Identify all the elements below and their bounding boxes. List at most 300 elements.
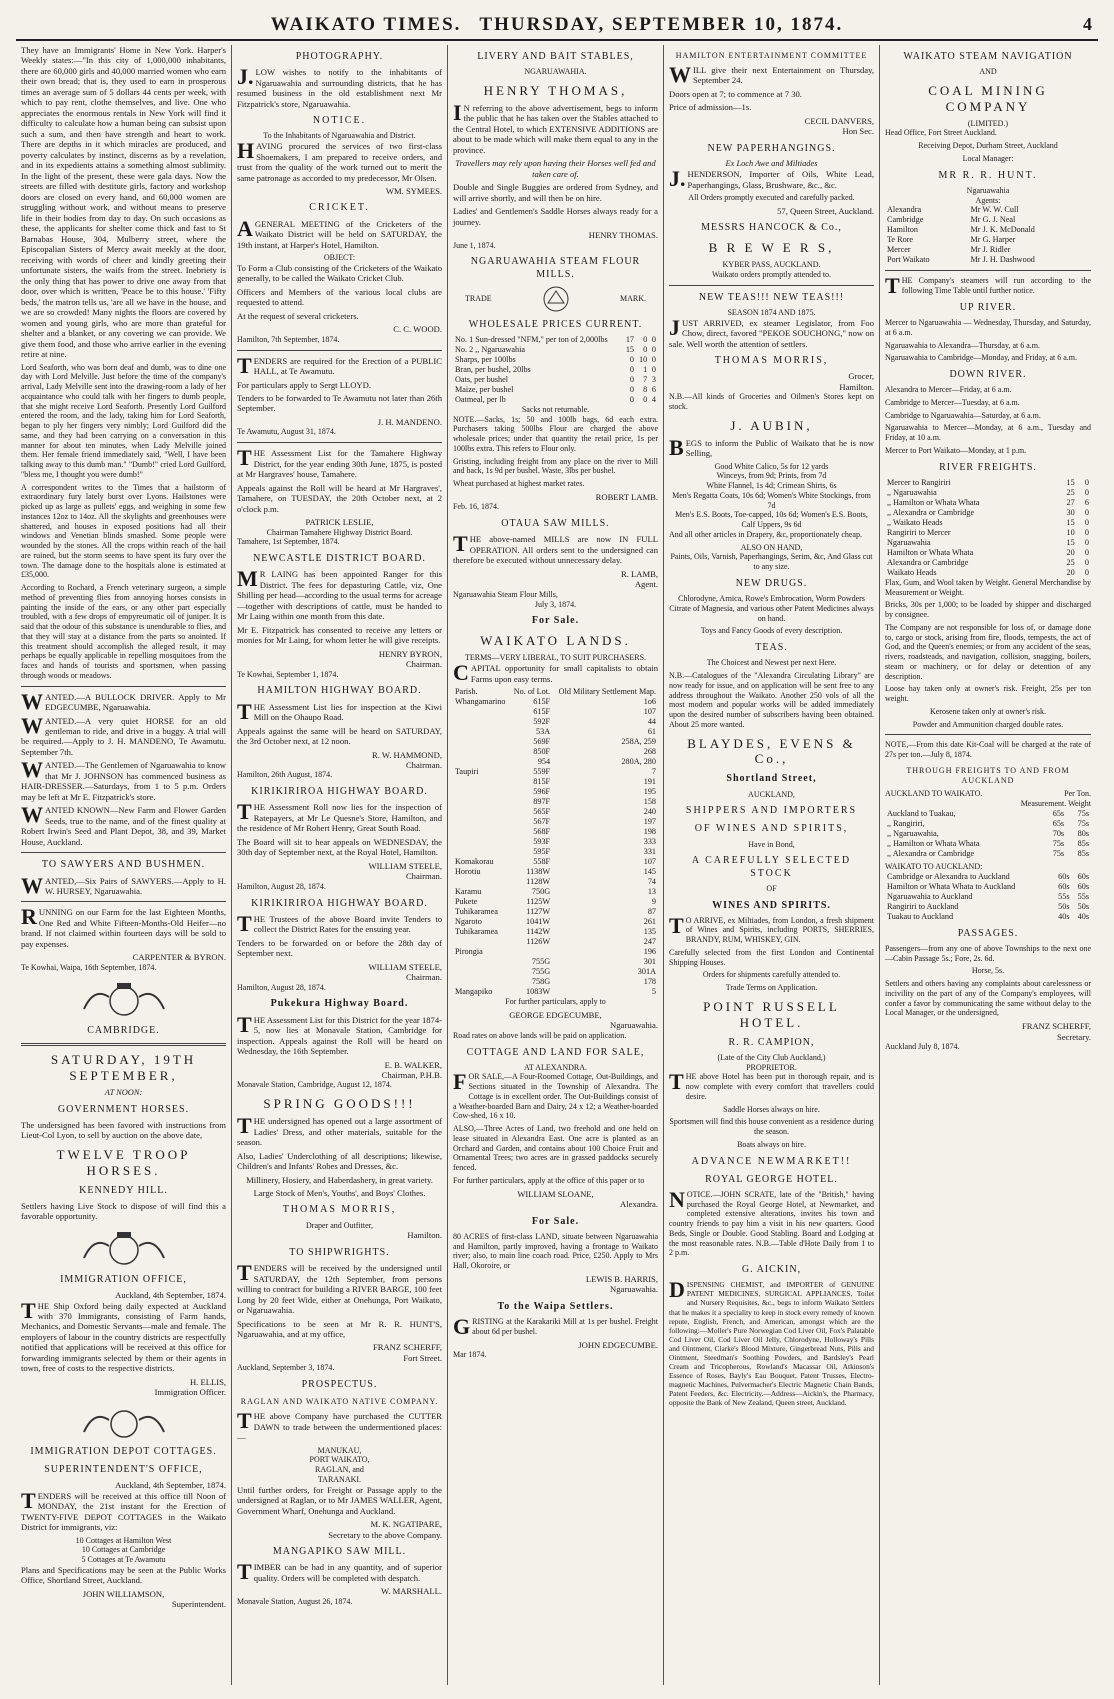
lands-row	[453, 837, 658, 847]
livery-place: NGARUAWAHIA.	[524, 67, 587, 77]
table-cell: Pirongia	[455, 947, 483, 957]
lands-row	[453, 857, 658, 867]
signature: J. H. MANDENO.	[377, 416, 442, 427]
column-1	[16, 45, 232, 1685]
signature: PATRICK LESLIE,	[305, 517, 374, 528]
text-80-acres: 80 ACRES of first-class LAND, situate between Ngaruawahia and Hamilton, partly improved, having a frontage to Waikato river; also, to main line coach road. Price, £250. Apply to Mrs Hall, Okoroire, or	[453, 1231, 658, 1271]
text-brewers: Waikato orders promptly attended to.	[711, 270, 832, 280]
table-cell: Sharps, per 100lbs	[455, 354, 516, 364]
table-cell: 53A	[536, 727, 551, 737]
table-cell: 10	[1066, 527, 1075, 537]
heading-waikato-lands: WAIKATO LANDS.	[480, 633, 631, 649]
divider	[237, 442, 442, 443]
signature-title: Chairman Tamahere Highway District Board.	[266, 527, 413, 537]
table-cell: 15	[1066, 537, 1075, 547]
table-cell: 195	[643, 787, 656, 797]
heading-up-river: UP RIVER.	[959, 301, 1017, 313]
table-cell: Waikato Heads	[887, 567, 937, 577]
lands-row	[453, 847, 658, 857]
dateline: Auckland July 8, 1874.	[885, 1042, 960, 1052]
text-shipwrights2: Specifications to be seen at Mr R. R. HUNT'S, Ngaruawahia, and at my office,	[237, 1318, 442, 1339]
table-cell: 9	[651, 897, 656, 907]
table-cell	[453, 717, 510, 727]
agent-row	[885, 225, 1091, 235]
dateline: Te Kowhai, Waipa, 16th September, 1874.	[21, 962, 157, 972]
table-cell: 0	[629, 384, 635, 394]
text-photography: J.LOW wishes to notify to the inhabitants of Ngaruawahia and surrounding districts, that he has resumed business in the old establishment next Mr Fitzpatrick's store, Ngaruawahia.	[237, 64, 442, 109]
table-cell: Ngaroto	[455, 917, 482, 927]
text-raglan2: Until further orders, for Freight or Passage apply to the undersigned at Raglan, or to Mr JAMES WALLER, Agent, Government Wharf, Onehunga and Auckland.	[237, 1484, 442, 1516]
lands-row	[453, 777, 658, 787]
signature-title: Chairman.	[405, 972, 442, 983]
table-cell: Mr J. Ridler	[970, 245, 1011, 255]
label-waikato-to-auckland: WAIKATO TO AUCKLAND:	[885, 861, 983, 871]
lands-row	[453, 747, 658, 757]
signature-thomas-morris: THOMAS MORRIS,	[714, 355, 829, 367]
table-cell: 15	[1066, 477, 1075, 487]
signature-title: Fort Street.	[403, 1352, 442, 1363]
freight-row	[885, 558, 1091, 568]
heading-entertainment: HAMILTON ENTERTAINMENT COMMITTEE	[675, 51, 868, 60]
table-cell	[453, 817, 510, 827]
agents-table	[885, 205, 1091, 265]
dateline: Te Awamutu, August 31, 1874.	[237, 427, 336, 437]
table-cell: ,, Alexandra or Cambridge	[887, 507, 975, 517]
table-cell	[453, 937, 510, 947]
signature: JOHN EDGECUMBE.	[578, 1339, 658, 1350]
label-object: OBJECT:	[323, 253, 356, 263]
royal-crest-icon	[49, 1404, 199, 1440]
text-drugs: Chlorodyne, Arnica, Rowe's Embrocation, Worm Powders Citrate of Magnesia, and various other Patent Medicines always on hand.	[669, 594, 874, 623]
lands-row	[453, 757, 658, 767]
table-cell: 897F	[533, 797, 551, 807]
text-aubin2: And all other articles in Drapery, &c, proportionately cheap.	[669, 529, 862, 539]
dateline: Hamilton, 26th August, 1874.	[237, 770, 333, 780]
column-2	[232, 45, 448, 1685]
table-cell: 107	[643, 707, 656, 717]
lands-row	[453, 957, 658, 967]
table-cell: Karamu	[455, 887, 482, 897]
lands-row	[453, 727, 658, 737]
text-tamahere: THE Assessment List for the Tamahere Highway District, for the year ending 30th June, 1875, is posted at Mr Hargraves' house, Tamahere.	[237, 445, 442, 480]
signature: CECIL DANVERS,	[804, 115, 874, 126]
subheading-also-on-hand: ALSO ON HAND,	[740, 542, 803, 552]
list-item: White Flannel, 1s 4d; Crimean Shirts, 6s	[706, 481, 837, 491]
table-cell: 158	[643, 797, 656, 807]
table-cell: Bran, per bushel, 20lbs	[455, 364, 531, 374]
table-cell: 85s	[1077, 848, 1089, 858]
text-library: N.B.—Catalogues of the "Alexandra Circulating Library" are now ready for issue, and on application will be sent free to any address throughout the Waikato. Another 250 vols of all the most modern and popular works will be added immediately upon the desired number of subscribers having been obtained. About 25 more wanted.	[669, 671, 874, 729]
table-cell: ,, Hamilton or Whata Whata	[887, 497, 980, 507]
signature-title: Ngaruawahia.	[610, 1284, 658, 1295]
signature-title: Hon Sec.	[842, 126, 874, 137]
heading-royal-george: ROYAL GEORGE HOTEL.	[705, 1173, 838, 1185]
table-cell: 0	[629, 364, 635, 374]
ad-hairdresser: WANTED.—The Gentlemen of Ngaruawahia to know that Mr J. JOHNSON has commenced business as HAIR-DRESSER.—Saturdays, from 1 to 5 p.m. Orders may be left at Mr E. Fitzpatrick's store.	[21, 757, 226, 802]
table-cell	[453, 807, 510, 817]
text-royal-george: NOTICE.—JOHN SCRATE, late of the "British," having purchased the Royal George Hotel, at Newmarket, and completed extensive alterations, invites his town and country friends to pay him a visit in his new quarters. Good Beds, Single or Double. Good Stabling. Board and Lodging at the most reasonable rates. N.B.—Table d'Hote Daily from 1 to 2 p.m.	[669, 1186, 874, 1258]
text-paints: Paints, Oils, Varnish, Paperhangings, Serim, &c, And Glass cut to any size.	[670, 552, 873, 572]
signature: WILLIAM STEELE,	[368, 961, 442, 972]
text-spring-goods3: Millinery, Hosiery, and Haberdashery, in great variety.	[246, 1174, 433, 1185]
list-item: Men's E.S. Boots, Toe-capped, 10s 6d; Women's E.S. Boots, Calf Uppers, 9s 6d	[675, 510, 868, 530]
divider	[885, 734, 1091, 735]
text-teas2: The Choicest and Newest per next Here.	[706, 658, 837, 668]
text-shoemakers: HAVING procured the services of two first-class Shoemakers, I am prepared to receive orders, and trust from the quality of the work turned out to merit the same patronage as accorded to my predecessor, Mr Olsen.	[237, 138, 442, 183]
table-cell: 20	[1066, 567, 1075, 577]
text-entertainment3: Price of admission—1s.	[669, 102, 752, 113]
table-cell: Alexandra	[887, 205, 922, 215]
signature: HENRY THOMAS.	[588, 230, 658, 241]
list-item: 10 Cottages at Hamilton West	[75, 1535, 172, 1545]
notice-to: To the Inhabitants of Ngaruawahia and District.	[263, 131, 416, 141]
dateline: Mar 1874.	[453, 1349, 487, 1359]
text-teas: JUST ARRIVED, ex steamer Legislator, from Foo Chow, direct, favored "PEKOE SOUCHONG," now on sale. Well worth the attention of settlers.	[669, 314, 874, 349]
text-livery: IN referring to the above advertisement, begs to inform the public that he has taken over the Stables attached to the Central Hotel, to which EXTENSIVE ADDITIONS are about to be made which will make them equal to any in the province.	[453, 99, 658, 155]
prices-table	[453, 335, 658, 405]
table-cell	[453, 837, 510, 847]
text-cricket: AGENERAL MEETING of the Cricketers of the Waikato District will be held on SATURDAY, the 19th instant, at Harper's Hotel, Hamilton.	[237, 215, 442, 250]
table-cell: 40s	[1077, 911, 1089, 921]
through-row	[885, 849, 1091, 859]
label-per-ton: Per Ton.	[1064, 789, 1091, 799]
agent-row	[885, 255, 1091, 265]
heading-manager: MR R. R. HUNT.	[938, 169, 1038, 181]
list-item: Men's Regatta Coats, 10s 6d; Women's White Stockings, from 7d	[672, 490, 871, 510]
table-cell: 258A, 259	[621, 737, 656, 747]
heading-flour-mills: NGARUAWAHIA STEAM FLOUR MILLS.	[470, 256, 641, 280]
table-cell: 301	[643, 957, 656, 967]
ad-quiet-horse: WANTED.—A very quiet HORSE for an old gentleman to ride, and drive in a buggy. A trial will be required.—Apply to J. H. MANDENO, Te Awamutu. September 7th.	[21, 712, 226, 757]
heading-blaydes: BLAYDES, EVENS & Co.,	[687, 735, 856, 767]
lands-row	[453, 977, 658, 987]
article-lord-seaforth: Lord Seaforth, who was born deaf and dumb, was to dine one day with Lord Melville. Just before the time of the company's arrival, Lady Melville sent into the drawing-room a lady of her acquaintance who could talk with her fingers to dumb people, that she might receive Lord Seaforth. Presently Lord Guilford entered the room, and the lady, taking him for Lord Seaforth, began to ply her fingers very nimbly; Lord Guilford did the same, and they had been carrying on a conversation in this manner for about ten minutes, when Lady Melville joined them. Her female friend immediately said, "Well, I have been talking away to this dumb man." "Dumb!" cried Lord Guilford, "bless me, I thought you were dumb!"	[21, 362, 226, 479]
table-cell: Alexandra or Cambridge	[887, 557, 969, 567]
subheading-kyber-pass: KYBER PASS, AUCKLAND.	[722, 260, 821, 270]
text-tamahere2: Appeals against the Roll will be heard at Mr Hargraves', Tamahere, on TUESDAY, the 20th October next, at 2 o'clock p.m.	[237, 482, 442, 514]
table-cell: Old Military Settlement Map.	[558, 687, 656, 697]
heading-wines-spirits: OF WINES AND SPIRITS,	[694, 823, 849, 835]
table-cell: Hamilton	[887, 225, 918, 235]
lands-row	[453, 717, 658, 727]
text-tender-hall2: For particulars apply to Sergt LLOYD.	[237, 379, 371, 390]
text-paperhangings2: All Orders promptly executed and carefully packed.	[688, 193, 855, 203]
text-kirikiriroa2: The Board will sit to hear appeals on WEDNESDAY, the 30th day of September next, at the Royal Hotel, Hamilton.	[237, 836, 442, 858]
place-item: RAGLAN, and	[315, 1465, 364, 1475]
lands-row	[453, 967, 658, 977]
lands-row	[453, 927, 658, 937]
table-cell: 301A	[637, 967, 656, 977]
text-sportsmen: Sportsmen will find this house convenient as a residence during the season.	[669, 1117, 874, 1137]
table-cell: 0	[643, 334, 648, 344]
text-settlers: Settlers having Live Stock to dispose of will find this a favorable opportunity.	[21, 1200, 226, 1222]
table-cell: 240	[643, 807, 656, 817]
table-cell: 954	[537, 757, 551, 767]
text-horse: Horse, 5s.	[971, 966, 1005, 976]
table-cell: No. 2 ,, Ngaruawahia	[455, 344, 526, 354]
table-cell: 595F	[533, 847, 551, 857]
heading-point-russell: POINT RUSSELL HOTEL.	[703, 998, 840, 1030]
lands-table	[453, 687, 658, 997]
through-table-2	[885, 872, 1091, 922]
text-kirikiriroa-rates: THE Trustees of the above Board invite Tenders to collect the District Rates for the ensuing year.	[237, 910, 442, 936]
text-pukekura: THE Assessment List for this District for the year 1874-5, now lies at Monavale Station, Cambridge for inspection. Appeals against the Roll will be heard on Wednesday, the 16th September.	[237, 1011, 442, 1057]
lands-row	[453, 937, 658, 947]
table-cell: 13	[647, 887, 656, 897]
lands-row	[453, 877, 658, 887]
place-item: TARANAKI.	[317, 1474, 362, 1484]
table-cell	[453, 967, 510, 977]
table-cell: Ngaruawahia to Auckland	[887, 891, 973, 901]
table-cell: Tuakau to Auckland	[887, 911, 954, 921]
text-complaints: Settlers and others having any complaints about carelessness or incivility on the part of any of the Company's employees, will confer a favor by communicating the same without delay to the Local Manager, or the undersigned,	[885, 979, 1091, 1018]
text-powder: Powder and Ammunition charged double rates.	[912, 719, 1064, 729]
text-to-arrive3: Orders for shipments carefully attended to.	[702, 970, 841, 980]
divider	[669, 285, 874, 286]
lands-row	[453, 787, 658, 797]
signature-title: Chairman.	[405, 759, 442, 770]
signature: CARPENTER & BYRON.	[132, 952, 226, 963]
text-cricket-object: To Form a Club consisting of the Cricketers of the Waikato generally, to be called the Waikato Cricket Club.	[237, 262, 442, 284]
table-cell: 593F	[533, 837, 551, 847]
lands-row	[453, 807, 658, 817]
table-cell: 65s	[1052, 818, 1065, 828]
table-cell: No. of Lot.	[513, 687, 551, 697]
table-cell: 60s	[1058, 871, 1070, 881]
table-cell: Taupiri	[455, 767, 479, 777]
text-wheat: Wheat purchased at highest market rates.	[453, 479, 585, 489]
table-cell: Mangapiko	[455, 987, 493, 997]
heading-otaua: OTAUA SAW MILLS.	[501, 518, 610, 530]
signature-title: Secretary.	[1056, 1031, 1091, 1042]
table-cell: 44	[647, 717, 656, 727]
heading-wines: WINES AND SPIRITS.	[712, 899, 831, 911]
freight-row	[885, 518, 1091, 528]
table-cell: 25	[1066, 557, 1075, 567]
signature: R. LAMB,	[620, 568, 658, 579]
signature: W. MARSHALL.	[380, 1586, 442, 1597]
table-cell	[453, 797, 510, 807]
heading-cambridge: CAMBRIDGE.	[87, 1024, 160, 1036]
table-cell: 615F	[533, 697, 551, 707]
text-government-horses: The undersigned has been favored with instructions from Lieut-Col Lyon, to sell by auction on the above date,	[21, 1119, 226, 1141]
dateline: July 3, 1874.	[534, 599, 577, 609]
heading-depot-cottages: IMMIGRATION DEPOT COTTAGES.	[30, 1445, 217, 1457]
through-row	[885, 819, 1091, 829]
table-cell: Cambridge	[887, 215, 924, 225]
table-cell: 331	[643, 847, 656, 857]
table-cell	[453, 847, 510, 857]
heading-steam-navigation: WAIKATO STEAM NAVIGATION	[903, 51, 1073, 62]
signature: WILLIAM STEELE,	[368, 860, 442, 871]
freights-table	[885, 478, 1091, 578]
agent-row	[885, 205, 1091, 215]
heading-paperhangings: NEW PAPERHANGINGS.	[707, 142, 836, 154]
lands-row	[453, 737, 658, 747]
text-in-bond: Have in Bond,	[748, 839, 795, 849]
table-cell: 178	[643, 977, 656, 987]
ad-sawyers: WANTED,—Six Pairs of SAWYERS.—Apply to H. W. HURSEY, Ngaruawahia.	[21, 872, 226, 898]
heading-photography: PHOTOGRAPHY.	[295, 51, 384, 62]
heading-new-drugs: NEW DRUGS.	[735, 577, 808, 589]
table-cell: 615F	[533, 707, 551, 717]
table-cell: Mr J. H. Dashwood	[970, 255, 1035, 265]
table-cell	[453, 827, 510, 837]
table-cell: 1041W	[526, 917, 551, 927]
heading-new-teas: NEW TEAS!!! NEW TEAS!!!	[698, 291, 845, 303]
table-cell: 87	[647, 907, 656, 917]
divider	[21, 901, 226, 902]
table-cell: 61	[647, 727, 656, 737]
divider	[237, 350, 442, 351]
text-entertainment: WILL give their next Entertainment on Thursday, September 24.	[669, 61, 874, 87]
through-row	[885, 892, 1091, 902]
text-sacks: Sacks not returnable.	[521, 404, 590, 414]
signature: R. W. HAMMOND,	[372, 749, 442, 760]
text-flax: Flax, Gum, and Wool taken by Weight. General Merchandise by Measurement or Weight.	[885, 577, 1091, 597]
table-cell: 80s	[1077, 828, 1089, 838]
signature: H. ELLIS,	[189, 1376, 226, 1387]
text-aickin: DISPENSING CHEMIST, and IMPORTER of GENUINE PATENT MEDICINES, SURGICAL APPLIANCES, Toilet and Nursery Requisites, &c., begs to inform Waikato Settlers that he makes it a speciality to keep in stock every remedy of known repute, English, French, and American, amongst which are the following:—Moller's Pure Norwegian Cod Liver Oil, Fox's Palatable Cod Liver Oil, Cod Liver Oil Jelly, Chlorodyne, Holloway's Pills and Ointment, Clarke's Blood Mixture, Gingerbread Nuts, Pills and Ointment, Steedman's Soothing Powders, and Bardsley's Pearl Cream and Tricopherous, Rowland's Macassar Oil, Atkinson's Essence of Roses, Bayly's Eau Bouquet, Patent Trusses, Electro-magnetic Machines, Pulvermacher's Electric Magnetic Chain Bands, Patent Feeders, &c. Electricity.—Address—Aickin's, the Pharmacy, opposite the Bank of New Zealand, Queen street, Auckland.	[669, 1277, 874, 1407]
lands-row	[453, 887, 658, 897]
through-row	[885, 829, 1091, 839]
heading-waipa-settlers: To the Waipa Settlers.	[497, 1300, 614, 1312]
table-cell: 7	[651, 767, 656, 777]
text-bricks: Bricks, 30s per 1,000; to be loaded by shipper and discharged by consignee.	[885, 600, 1091, 620]
text-of: OF	[766, 883, 777, 893]
table-cell	[453, 777, 510, 787]
dateline: Monavale Station, August 26, 1874.	[237, 1596, 353, 1606]
article-immigrants-home: They have an Immigrants' Home in New York. Harper's Weekly states:—"In this city of 1,000,000 inhabitants, there are 60,000 girls and 40,000 married women who earn their own bread; that is, they used to earn in prosperous times an average sum of 5 dollars 44 cents per week, with which to pay rent, clothe themselves, and live. One who appreciates the enormous rentals in New York will find it difficulty to calculate how a human being can subsist upon such a sum, and then have strength and heart to work. There are depths in it which miracles are produced, and poverty calculates by instinct, discerns as by a revelation, and in its expedients attains a something almost sublimity. In the light of the present, these were gala days. Now the streets are filled with destitute girls, factory and workshop doors are closed on every hand, and 60,000 women are struggling without work, and without means to preserve life in their bodies from day to day. On such occasions as these, the applicants for shelter come thick and fast to St Barnabas House, 304, Mulberry street, where the Episcopalian Sisters of Mercy await meekly at the door, receiving with words of cheer and kindly greeting their unfortunate sisters, the waifs from the street. Inebriety is the only thing that has power to drive one away from that door, over which is written, 'Peace be to this house.' 'Fifty beds,' the matron tells us, 'are all we have in the house, and we are so crowded! Many nights the floors are covered by women and young girls, who are more than grateful for shelter and a blanket, or any covering we can provide. We give them food, and those who arrive earlier in the evening retire at nine.	[21, 45, 226, 360]
table-cell: 60s	[1077, 881, 1089, 891]
signature: WILLIAM SLOANE,	[517, 1188, 594, 1199]
table-cell: 50s	[1077, 901, 1089, 911]
table-cell: Oatmeal, per lb	[455, 394, 506, 404]
signature: FRANZ SCHERFF,	[1021, 1021, 1091, 1032]
table-cell	[453, 707, 510, 717]
text-hamilton-highway2: Appeals against the same will be heard on SATURDAY, the 3rd October next, at 12 noon.	[237, 725, 442, 747]
lands-row	[453, 907, 658, 917]
through-table	[885, 809, 1091, 859]
freight-row	[885, 478, 1091, 488]
label-mark: MARK.	[619, 293, 646, 303]
text-mangapiko: TIMBER can be had in any quantity, and of superior quality. Orders will be completed with despatch.	[237, 1559, 442, 1585]
through-header	[885, 789, 1091, 799]
table-cell: 75s	[1052, 838, 1065, 848]
table-cell: 6	[1084, 497, 1089, 507]
table-cell	[453, 977, 510, 987]
schedule-item: Ngaruawahia to Mercer—Monday, at 6 a.m., Tuesday and Friday, at 10 a.m.	[885, 423, 1091, 443]
table-cell: 15	[1066, 517, 1075, 527]
heading-cottage: COTTAGE AND LAND FOR SALE,	[466, 1046, 645, 1058]
table-cell: 268	[643, 747, 656, 757]
signature: FRANZ SCHERFF,	[372, 1342, 442, 1353]
table-cell: 815F	[533, 777, 551, 787]
dateline: Auckland, 4th September, 1874.	[115, 1480, 226, 1491]
heading-notice: NOTICE.	[312, 115, 367, 127]
table-cell: No. 1 Sun-dressed "NFM," per ton of 2,000lbs	[455, 334, 608, 344]
heading-kirikiriroa-2: KIRIKIRIROA HIGHWAY BOARD.	[251, 897, 428, 909]
table-cell: 850F	[533, 747, 551, 757]
royal-crest-icon	[49, 979, 199, 1019]
freight-row	[885, 508, 1091, 518]
freight-row	[885, 548, 1091, 558]
price-row	[453, 345, 658, 355]
table-cell: 74	[647, 877, 656, 887]
lands-row	[453, 897, 658, 907]
table-cell	[453, 957, 510, 967]
freight-row	[885, 528, 1091, 538]
heading-through-freights: THROUGH FREIGHTS TO AND FROM AUCKLAND	[906, 765, 1070, 785]
table-cell: 0	[651, 334, 656, 344]
table-cell: 1	[643, 364, 648, 374]
signature: HENRY BYRON,	[378, 648, 442, 659]
ad-seeds: WANTED KNOWN—New Farm and Flower Garden Seeds, true to the name, and of the finest quality at Robert Irwin's Seed and Plant Depot, 38, and 39, Market House, Auckland.	[21, 802, 226, 847]
table-cell: Horotiu	[455, 867, 481, 877]
schedule-item: Cambridge to Mercer—Tuesday, at 6 a.m.	[885, 397, 1020, 407]
table-cell: 75s	[1077, 808, 1089, 818]
heading-prospectus: PROSPECTUS.	[301, 1379, 378, 1391]
table-cell: 50s	[1058, 901, 1070, 911]
dateline: Monavale Station, Cambridge, August 12, 1874.	[237, 1080, 392, 1090]
lands-row	[453, 707, 658, 717]
lands-row	[453, 947, 658, 957]
ad-bullock-driver: WANTED.—A BULLOCK DRIVER. Apply to Mr EDGECUMBE, Ngaruawahia.	[21, 688, 226, 714]
lands-row	[453, 697, 658, 707]
through-row	[885, 839, 1091, 849]
table-cell: 3	[651, 374, 656, 384]
table-cell: ,, Alexandra or Cambridge	[887, 848, 975, 858]
table-cell: 758G	[531, 977, 551, 987]
table-cell: Te Rore	[887, 235, 914, 245]
table-cell: ,, Hamilton or Whata Whata	[887, 838, 980, 848]
text-tender-hall3: Tenders to be forwarded to Te Awamutu not later than 26th September.	[237, 392, 442, 414]
table-cell: Oats, per bushel	[455, 374, 508, 384]
table-cell: Tuhikaramea	[455, 927, 498, 937]
heading-hamilton-highway: HAMILTON HIGHWAY BOARD.	[257, 685, 422, 697]
signature: M. K. NGATIPARE,	[370, 1519, 442, 1530]
signature-place: Hamilton.	[839, 381, 874, 392]
text-passages: Passengers—from any one of above Townships to the next one—Cabin Passage 5s.; Fore, 2s. 6d.	[885, 943, 1091, 963]
text-agents: Agents:	[975, 195, 1001, 205]
table-cell: 75s	[1077, 818, 1089, 828]
heading-shippers: SHIPPERS AND IMPORTERS	[685, 805, 858, 817]
table-cell: Mercer to Rangiriri	[887, 477, 951, 487]
heading-river-freights: RIVER FREIGHTS.	[939, 461, 1037, 473]
table-cell: 1128W	[526, 877, 551, 887]
price-row	[453, 385, 658, 395]
signature-title: Agent.	[634, 579, 658, 590]
freight-row	[885, 568, 1091, 578]
heading-for-sale: For Sale.	[531, 615, 580, 627]
table-cell: 0	[1084, 507, 1089, 517]
table-cell: 750G	[531, 887, 551, 897]
table-cell: 755G	[531, 957, 551, 967]
subheading-paperhangings: Ex Loch Awe and Miltiades	[725, 158, 818, 168]
table-cell: 0	[651, 354, 656, 364]
table-cell: 0	[1084, 537, 1089, 547]
table-cell: 568F	[533, 827, 551, 837]
table-cell: 196	[643, 947, 656, 957]
dateline: Hamilton, 7th September, 1874.	[237, 334, 340, 344]
price-row	[453, 395, 658, 405]
table-cell: 0	[629, 354, 635, 364]
place-item: MANUKAU,	[317, 1445, 362, 1455]
text-receiving-depot: Receiving Depot, Durham Street, Auckland	[918, 141, 1058, 151]
freight-row	[885, 488, 1091, 498]
text-teas-nb: N.B.—All kinds of Groceries and Oilmen's Stores kept on stock.	[669, 392, 874, 412]
masthead	[16, 14, 1098, 41]
